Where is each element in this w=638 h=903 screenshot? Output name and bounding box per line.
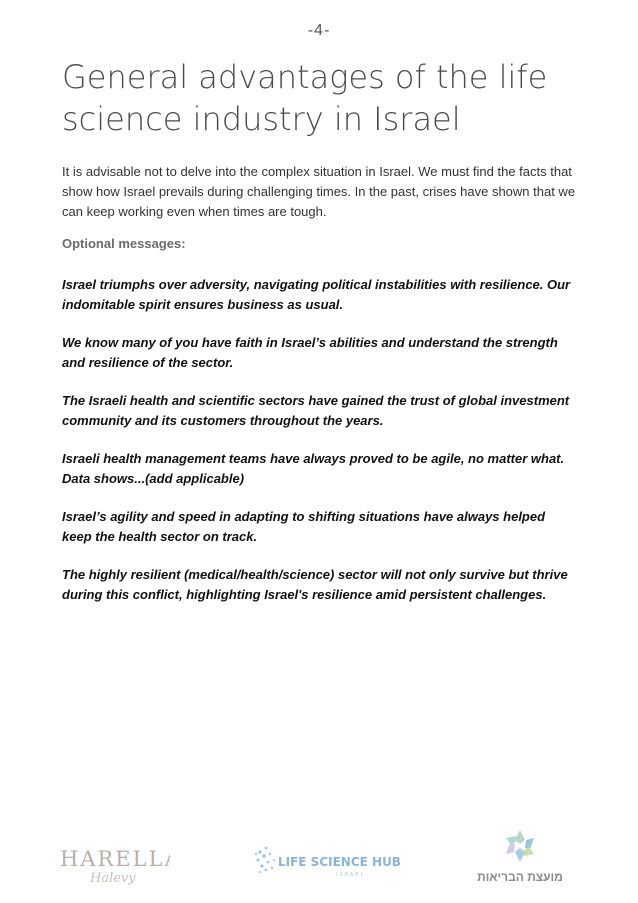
messages-list — [62, 275, 572, 623]
message-item: Israel triumphs over adversity, navigating political instabilities with resilience. Our indomitable spirit ensures business as usual. — [62, 277, 571, 312]
message-item: The Israeli health and scientific sectors have gained the trust of global investment community and its customers throughout the years. — [62, 393, 570, 428]
svg-text:LIFE SCIENCE HUB: LIFE SCIENCE HUB — [278, 855, 401, 869]
svg-text:Halevy: Halevy — [90, 871, 136, 886]
message-item: The highly resilient (medical/health/science) sector will not only survive but thrive during this conflict, highlighting Israel's resilience amid persistent challenges. — [62, 567, 568, 602]
life-science-hub-logo — [252, 840, 402, 880]
page-title: General advantages of the life science industry in Israel — [62, 58, 548, 138]
message-item: Israel’s agility and speed in adapting to shifting situations have always helped keep the health sector on track. — [62, 509, 546, 544]
message-item: Israeli health management teams have always proved to be agile, no matter what. Data shows...(add applicable) — [62, 451, 565, 486]
page-number: -4- — [307, 22, 331, 39]
harella-halevy-logo — [60, 840, 170, 888]
health-council-name: מועצת הבריאות — [477, 870, 563, 884]
message-item: We know many of you have faith in Israel’s abilities and understand the strength and resilience of the sector. — [62, 335, 558, 370]
svg-text:ISRAEL: ISRAEL — [336, 872, 366, 878]
intro-paragraph: It is advisable not to delve into the complex situation in Israel. We must find the facts that show how Israel prevails during challenging times. In the past, crises have shown that we can keep working even when times are tough. — [62, 164, 576, 219]
svg-text:HARELLA: HARELLA — [60, 847, 170, 871]
health-council-logo — [470, 828, 570, 888]
optional-messages-label: Optional messages: — [62, 236, 186, 251]
